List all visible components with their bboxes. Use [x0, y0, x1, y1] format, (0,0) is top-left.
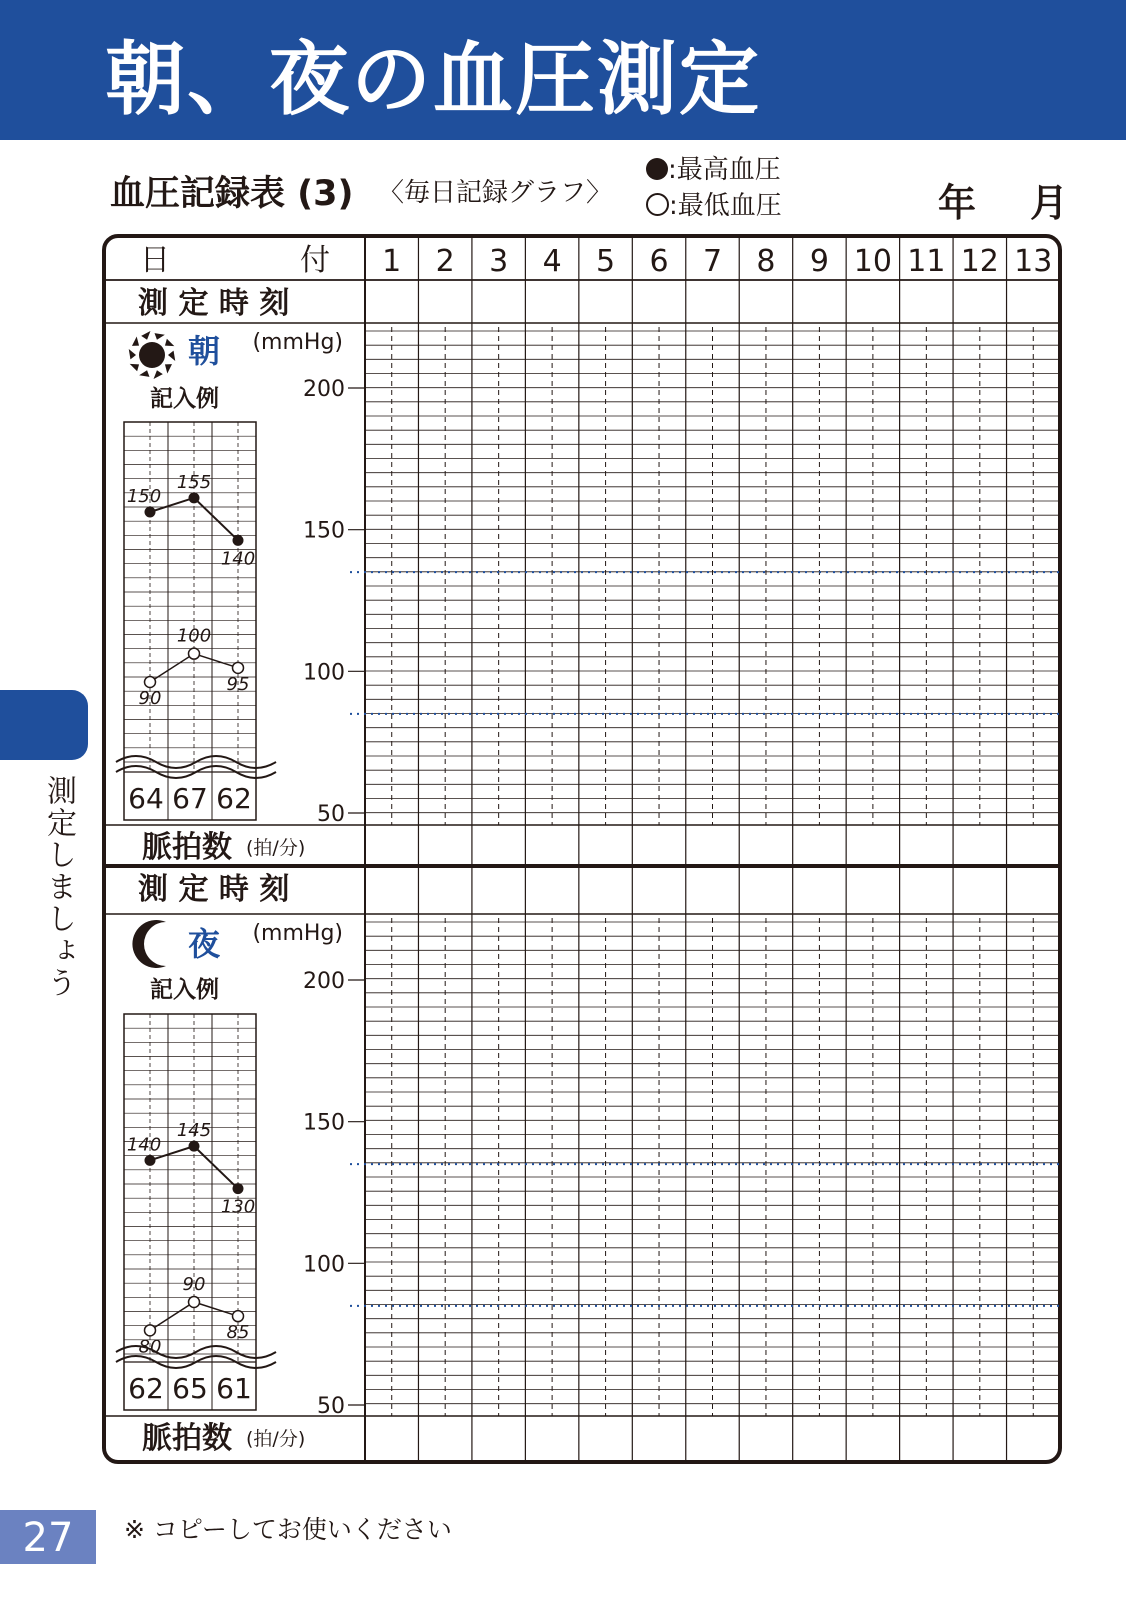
example-low-point	[145, 1325, 156, 1336]
example-pulse-value: 67	[172, 782, 208, 815]
day-number-6: 6	[649, 244, 669, 279]
time-row-label: 測 定 時 刻	[138, 872, 290, 907]
side-tab	[0, 690, 88, 760]
example-low-label: 85	[226, 1322, 250, 1344]
example-low-label: 100	[176, 625, 212, 647]
example-pulse-value: 62	[216, 782, 252, 815]
example-high-label: 155	[176, 471, 212, 493]
unit-label: (mmHg)	[252, 921, 343, 946]
example-low-label: 90	[182, 1274, 206, 1295]
sun-ray	[168, 351, 175, 361]
example-high-label: 145	[176, 1120, 212, 1142]
section-label-night: 夜	[188, 925, 221, 963]
sun-ray	[132, 337, 139, 346]
day-number-4: 4	[542, 244, 562, 279]
example-high-point	[145, 1155, 156, 1166]
sun-core	[139, 342, 165, 368]
example-label: 記入例	[150, 977, 219, 1003]
example-high-label: 130	[220, 1196, 256, 1218]
axis-tick-150: 150	[303, 518, 345, 544]
year-label: 年	[938, 181, 977, 225]
time-row-label: 測 定 時 刻	[138, 286, 290, 321]
page-title: 朝、夜の血圧測定	[105, 33, 761, 126]
example-low-point	[145, 677, 156, 688]
axis-tick-50: 50	[317, 802, 345, 827]
axis-tick-100: 100	[303, 1252, 345, 1278]
unit-label: (mmHg)	[252, 330, 343, 355]
example-label: 記入例	[150, 386, 219, 412]
example-low-label: 80	[138, 1336, 162, 1358]
sun-ray	[155, 333, 165, 340]
day-number-9: 9	[809, 244, 829, 279]
example-pulse-value: 65	[172, 1372, 208, 1405]
sun-ray	[129, 349, 136, 359]
axis-tick-150: 150	[303, 1110, 345, 1136]
example-low-point	[233, 1311, 244, 1322]
axis-tick-200: 200	[303, 377, 345, 402]
sun-ray	[165, 364, 172, 373]
example-low-label: 90	[138, 688, 162, 709]
example-low-point	[233, 662, 244, 673]
axis-tick-50: 50	[317, 1394, 345, 1419]
example-high-point	[233, 1183, 244, 1194]
pulse-unit: (拍/分)	[246, 1428, 306, 1450]
example-pulse-value: 64	[128, 782, 164, 815]
axis-tick-200: 200	[303, 969, 345, 994]
example-high-point	[145, 507, 156, 518]
example-high-label: 150	[126, 486, 162, 507]
example-low-label: 95	[226, 673, 250, 695]
date-label-2: 付	[300, 243, 330, 278]
day-number-2: 2	[435, 244, 455, 279]
sun-ray	[154, 370, 163, 379]
example-pulse-value: 61	[216, 1372, 252, 1405]
example-pulse-value: 62	[128, 1372, 164, 1405]
pulse-unit: (拍/分)	[246, 837, 306, 859]
sun-ray	[139, 370, 149, 377]
pulse-label: 脈拍数	[142, 830, 232, 865]
example-high-point	[189, 1141, 200, 1152]
sun-icon	[129, 331, 176, 379]
sun-ray	[165, 339, 174, 346]
record-subtitle-note: 〈毎日記録グラフ〉	[378, 178, 613, 208]
moon-icon	[132, 920, 166, 968]
sun-ray	[130, 364, 139, 371]
page-number: 27	[0, 1510, 96, 1564]
axis-tick-100: 100	[303, 660, 345, 686]
day-number-13: 13	[1014, 244, 1053, 279]
legend-high: :最高血圧	[646, 152, 782, 188]
day-number-7: 7	[702, 244, 723, 279]
day-number-3: 3	[489, 244, 509, 279]
footer-note: ※ コピーしてお使いください	[124, 1515, 452, 1544]
day-number-8: 8	[756, 244, 776, 279]
example-high-point	[233, 535, 244, 546]
day-number-5: 5	[596, 244, 616, 279]
example-high-point	[189, 492, 200, 503]
sun-ray	[141, 331, 150, 340]
example-low-point	[189, 648, 200, 659]
section-label-morning: 朝	[188, 332, 221, 370]
day-number-11: 11	[907, 244, 946, 279]
date-label-1: 日	[140, 243, 170, 278]
example-high-label: 140	[126, 1134, 162, 1156]
side-caption: 測定しましょう	[41, 775, 76, 999]
day-number-1: 1	[382, 244, 402, 279]
pulse-label: 脈拍数	[142, 1421, 232, 1456]
day-number-12: 12	[960, 244, 999, 279]
legend-low: :最低血圧	[646, 188, 782, 224]
example-high-label: 140	[220, 548, 256, 570]
record-subtitle: 血圧記録表 (3)	[110, 174, 354, 214]
example-low-point	[189, 1297, 200, 1308]
day-number-10: 10	[853, 244, 892, 279]
month-label: 月	[1030, 181, 1069, 225]
